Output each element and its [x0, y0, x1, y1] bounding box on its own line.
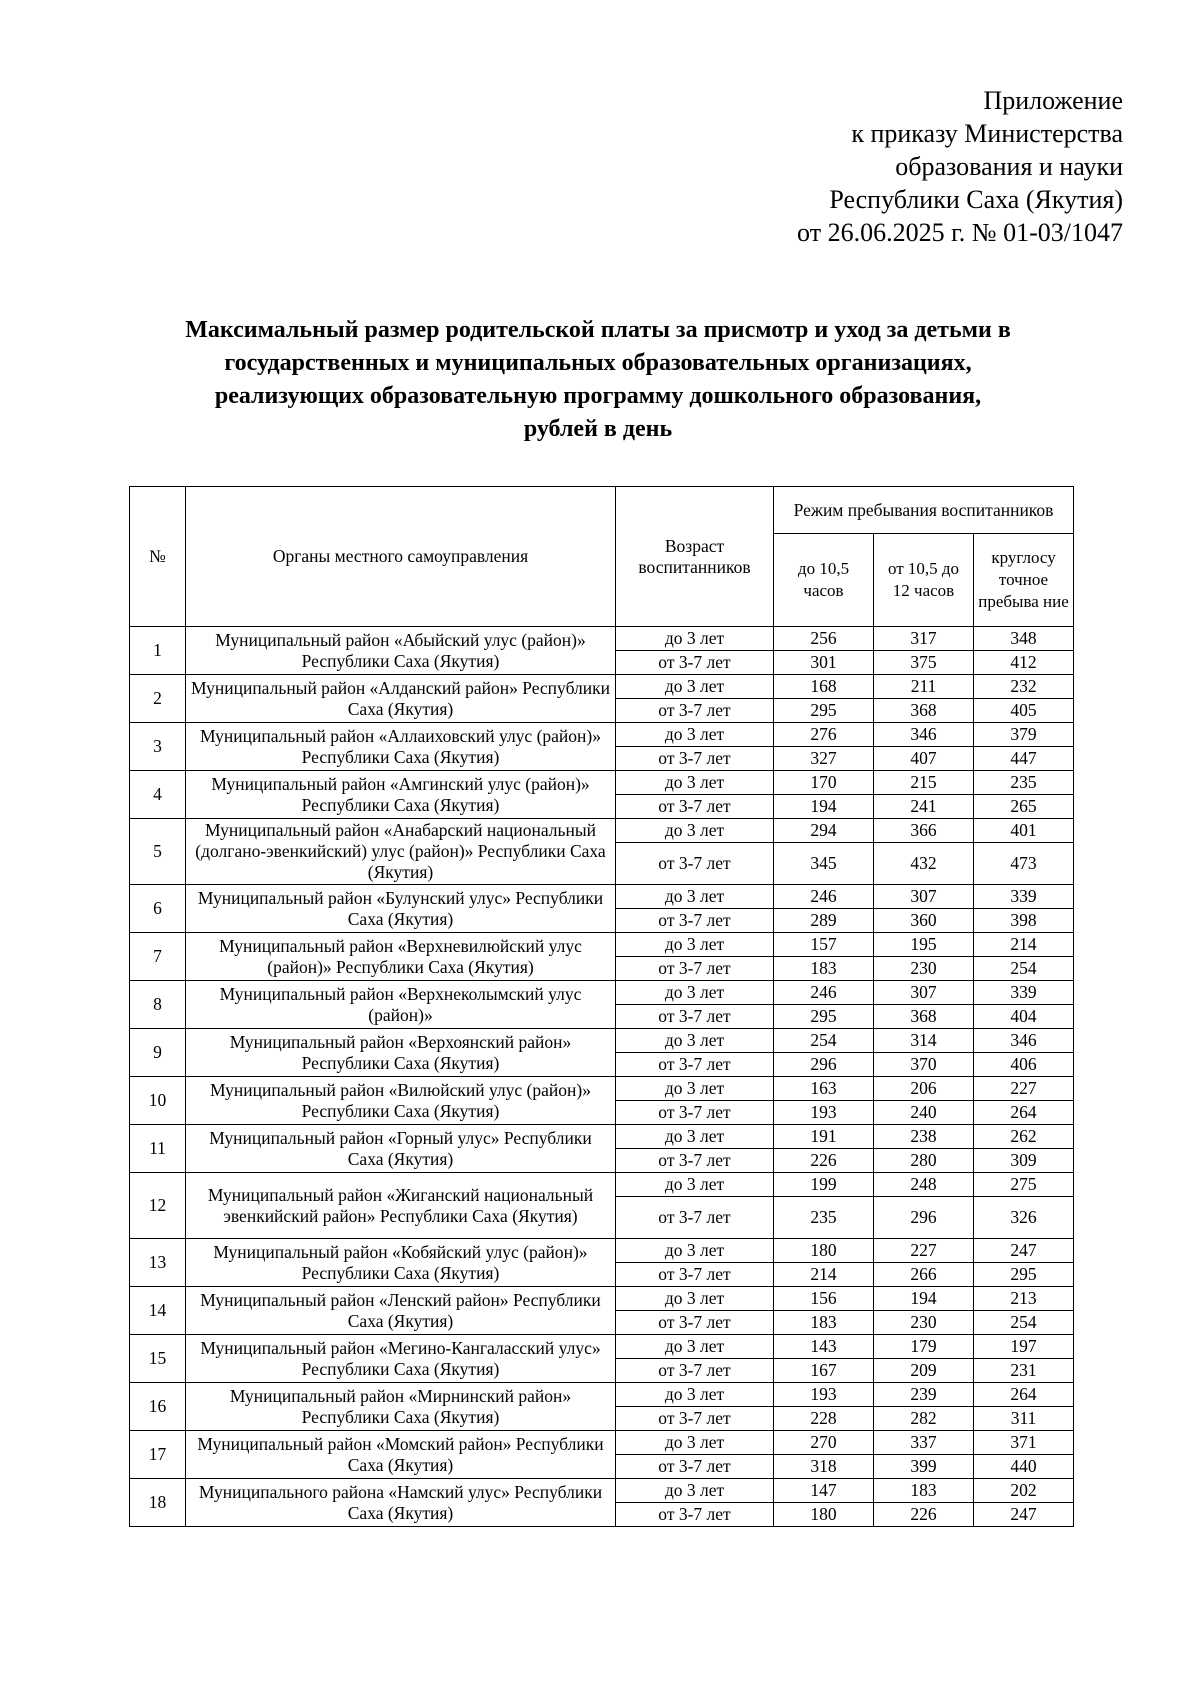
- row-age-cell: от 3-7 лет: [616, 1197, 774, 1239]
- title-line: реализующих образовательную программу дошкольного образования,: [214, 383, 982, 409]
- row-age-cell: от 3-7 лет: [616, 747, 774, 771]
- fee-cell-upto-10-5: 157: [774, 933, 874, 957]
- fee-cell-upto-10-5: 294: [774, 819, 874, 843]
- row-age-cell: от 3-7 лет: [616, 843, 774, 885]
- fee-cell-upto-10-5: 228: [774, 1407, 874, 1431]
- row-number-cell: 11: [130, 1125, 186, 1173]
- fee-cell-10-5-to-12: 206: [874, 1077, 974, 1101]
- appendix-block: [563, 84, 1123, 249]
- fee-cell-upto-10-5: 180: [774, 1239, 874, 1263]
- row-organ-cell: Муниципальный район «Вилюйский улус (район)» Республики Саха (Якутия): [186, 1077, 616, 1125]
- row-organ-cell: Муниципальный район «Жиганский национальный эвенкийский район» Республики Саха (Якутия): [186, 1173, 616, 1239]
- fee-cell-24h: 295: [974, 1263, 1074, 1287]
- fee-cell-10-5-to-12: 238: [874, 1125, 974, 1149]
- table-row: [130, 627, 1074, 651]
- fee-cell-10-5-to-12: 375: [874, 651, 974, 675]
- fee-cell-24h: 275: [974, 1173, 1074, 1197]
- row-age-cell: от 3-7 лет: [616, 1503, 774, 1527]
- fee-cell-24h: 311: [974, 1407, 1074, 1431]
- fee-cell-24h: 404: [974, 1005, 1074, 1029]
- row-age-cell: от 3-7 лет: [616, 1359, 774, 1383]
- row-age-cell: до 3 лет: [616, 1287, 774, 1311]
- header-mode-24h: круглосу точное пребыва ние: [974, 534, 1074, 627]
- row-age-cell: до 3 лет: [616, 885, 774, 909]
- row-number-cell: 8: [130, 981, 186, 1029]
- fees-table: [129, 486, 1074, 1527]
- table-row: [130, 771, 1074, 795]
- row-number-cell: 12: [130, 1173, 186, 1239]
- table-row: [130, 981, 1074, 1005]
- fee-cell-24h: 247: [974, 1503, 1074, 1527]
- fee-cell-10-5-to-12: 241: [874, 795, 974, 819]
- fee-cell-24h: 264: [974, 1383, 1074, 1407]
- table-row: [130, 723, 1074, 747]
- fee-cell-10-5-to-12: 346: [874, 723, 974, 747]
- row-number-cell: 9: [130, 1029, 186, 1077]
- fee-cell-upto-10-5: 193: [774, 1101, 874, 1125]
- row-organ-cell: Муниципальный район «Амгинский улус (район)» Республики Саха (Якутия): [186, 771, 616, 819]
- fee-cell-upto-10-5: 246: [774, 981, 874, 1005]
- fee-cell-10-5-to-12: 282: [874, 1407, 974, 1431]
- row-organ-cell: Муниципальный район «Абыйский улус (район)» Республики Саха (Якутия): [186, 627, 616, 675]
- row-age-cell: от 3-7 лет: [616, 1053, 774, 1077]
- row-age-cell: до 3 лет: [616, 1239, 774, 1263]
- fee-cell-10-5-to-12: 307: [874, 885, 974, 909]
- fee-cell-10-5-to-12: 370: [874, 1053, 974, 1077]
- fee-cell-24h: 326: [974, 1197, 1074, 1239]
- fee-cell-upto-10-5: 183: [774, 1311, 874, 1335]
- row-age-cell: от 3-7 лет: [616, 651, 774, 675]
- appendix-line: Республики Саха (Якутия): [829, 185, 1123, 214]
- table-row: [130, 1125, 1074, 1149]
- fee-cell-24h: 231: [974, 1359, 1074, 1383]
- row-organ-cell: Муниципальный район «Мирнинский район» Республики Саха (Якутия): [186, 1383, 616, 1431]
- row-age-cell: до 3 лет: [616, 981, 774, 1005]
- fee-cell-10-5-to-12: 194: [874, 1287, 974, 1311]
- row-organ-cell: Муниципальный район «Верхневилюйский улус (район)» Республики Саха (Якутия): [186, 933, 616, 981]
- row-organ-cell: Муниципальный район «Верхоянский район» Республики Саха (Якутия): [186, 1029, 616, 1077]
- appendix-line: образования и науки: [895, 152, 1123, 181]
- row-number-cell: 3: [130, 723, 186, 771]
- fee-cell-24h: 379: [974, 723, 1074, 747]
- fee-cell-10-5-to-12: 360: [874, 909, 974, 933]
- row-age-cell: до 3 лет: [616, 1125, 774, 1149]
- row-number-cell: 14: [130, 1287, 186, 1335]
- fee-cell-10-5-to-12: 399: [874, 1455, 974, 1479]
- fee-cell-10-5-to-12: 248: [874, 1173, 974, 1197]
- fee-cell-upto-10-5: 289: [774, 909, 874, 933]
- table-row: [130, 1383, 1074, 1407]
- row-organ-cell: Муниципальный район «Момский район» Республики Саха (Якутия): [186, 1431, 616, 1479]
- appendix-line: к приказу Министерства: [851, 119, 1123, 148]
- row-number-cell: 5: [130, 819, 186, 885]
- fee-cell-24h: 309: [974, 1149, 1074, 1173]
- row-age-cell: от 3-7 лет: [616, 699, 774, 723]
- header-mode-10-5-to-12: от 10,5 до 12 часов: [874, 534, 974, 627]
- row-age-cell: от 3-7 лет: [616, 1455, 774, 1479]
- fee-cell-upto-10-5: 191: [774, 1125, 874, 1149]
- fee-cell-10-5-to-12: 227: [874, 1239, 974, 1263]
- fee-cell-upto-10-5: 214: [774, 1263, 874, 1287]
- row-number-cell: 2: [130, 675, 186, 723]
- fee-cell-10-5-to-12: 296: [874, 1197, 974, 1239]
- row-age-cell: до 3 лет: [616, 933, 774, 957]
- fee-cell-10-5-to-12: 280: [874, 1149, 974, 1173]
- fee-cell-upto-10-5: 156: [774, 1287, 874, 1311]
- fee-cell-24h: 227: [974, 1077, 1074, 1101]
- row-age-cell: до 3 лет: [616, 675, 774, 699]
- fee-cell-10-5-to-12: 239: [874, 1383, 974, 1407]
- fee-cell-upto-10-5: 168: [774, 675, 874, 699]
- row-age-cell: от 3-7 лет: [616, 957, 774, 981]
- row-age-cell: от 3-7 лет: [616, 1407, 774, 1431]
- table-row: [130, 819, 1074, 843]
- fee-cell-upto-10-5: 226: [774, 1149, 874, 1173]
- table-row: [130, 1287, 1074, 1311]
- fee-cell-10-5-to-12: 266: [874, 1263, 974, 1287]
- fee-cell-24h: 346: [974, 1029, 1074, 1053]
- fee-cell-24h: 213: [974, 1287, 1074, 1311]
- row-organ-cell: Муниципальный район «Мегино-Кангаласский улус» Республики Саха (Якутия): [186, 1335, 616, 1383]
- header-organ: Органы местного самоуправления: [186, 487, 616, 627]
- fee-cell-24h: 440: [974, 1455, 1074, 1479]
- row-organ-cell: Муниципальный район «Кобяйский улус (район)» Республики Саха (Якутия): [186, 1239, 616, 1287]
- fee-cell-upto-10-5: 193: [774, 1383, 874, 1407]
- row-age-cell: до 3 лет: [616, 1077, 774, 1101]
- table-row: [130, 1335, 1074, 1359]
- fee-cell-10-5-to-12: 307: [874, 981, 974, 1005]
- fee-cell-upto-10-5: 143: [774, 1335, 874, 1359]
- fee-cell-upto-10-5: 295: [774, 699, 874, 723]
- row-age-cell: до 3 лет: [616, 1173, 774, 1197]
- row-age-cell: от 3-7 лет: [616, 1149, 774, 1173]
- row-age-cell: до 3 лет: [616, 1479, 774, 1503]
- fee-cell-upto-10-5: 276: [774, 723, 874, 747]
- fee-cell-upto-10-5: 246: [774, 885, 874, 909]
- appendix-line: Приложение: [983, 86, 1123, 115]
- fee-cell-upto-10-5: 296: [774, 1053, 874, 1077]
- row-age-cell: до 3 лет: [616, 627, 774, 651]
- row-age-cell: до 3 лет: [616, 723, 774, 747]
- row-age-cell: от 3-7 лет: [616, 909, 774, 933]
- fee-cell-upto-10-5: 301: [774, 651, 874, 675]
- row-number-cell: 7: [130, 933, 186, 981]
- header-age: Возраст воспитанников: [616, 487, 774, 627]
- fee-cell-24h: 235: [974, 771, 1074, 795]
- table-row: [130, 1479, 1074, 1503]
- fee-cell-10-5-to-12: 366: [874, 819, 974, 843]
- row-organ-cell: Муниципальный район «Анабарский национальный (долгано-эвенкийский) улус (район)» Республики Саха (Якутия): [186, 819, 616, 885]
- fee-cell-24h: 398: [974, 909, 1074, 933]
- fee-cell-24h: 412: [974, 651, 1074, 675]
- fee-cell-upto-10-5: 254: [774, 1029, 874, 1053]
- row-number-cell: 1: [130, 627, 186, 675]
- row-number-cell: 17: [130, 1431, 186, 1479]
- fee-cell-10-5-to-12: 368: [874, 699, 974, 723]
- row-age-cell: от 3-7 лет: [616, 1005, 774, 1029]
- fee-cell-10-5-to-12: 211: [874, 675, 974, 699]
- fee-cell-24h: 339: [974, 981, 1074, 1005]
- fee-cell-10-5-to-12: 240: [874, 1101, 974, 1125]
- fee-cell-24h: 371: [974, 1431, 1074, 1455]
- fee-cell-upto-10-5: 147: [774, 1479, 874, 1503]
- fee-cell-upto-10-5: 345: [774, 843, 874, 885]
- fee-cell-10-5-to-12: 209: [874, 1359, 974, 1383]
- table-body: [130, 627, 1074, 1527]
- row-number-cell: 15: [130, 1335, 186, 1383]
- fee-cell-10-5-to-12: 230: [874, 1311, 974, 1335]
- row-age-cell: до 3 лет: [616, 771, 774, 795]
- row-age-cell: от 3-7 лет: [616, 795, 774, 819]
- fee-cell-10-5-to-12: 314: [874, 1029, 974, 1053]
- fee-cell-10-5-to-12: 226: [874, 1503, 974, 1527]
- table-row: [130, 1431, 1074, 1455]
- fee-cell-24h: 232: [974, 675, 1074, 699]
- title-line: рублей в день: [523, 416, 673, 442]
- fee-cell-24h: 401: [974, 819, 1074, 843]
- fee-cell-upto-10-5: 194: [774, 795, 874, 819]
- fee-cell-24h: 214: [974, 933, 1074, 957]
- fee-cell-10-5-to-12: 215: [874, 771, 974, 795]
- header-mode-upto-10-5: до 10,5 часов: [774, 534, 874, 627]
- row-organ-cell: Муниципальный район «Верхнеколымский улус (район)»: [186, 981, 616, 1029]
- fee-cell-24h: 262: [974, 1125, 1074, 1149]
- row-age-cell: до 3 лет: [616, 1335, 774, 1359]
- fee-cell-24h: 473: [974, 843, 1074, 885]
- header-number: №: [130, 487, 186, 627]
- table-row: [130, 1239, 1074, 1263]
- row-number-cell: 13: [130, 1239, 186, 1287]
- fee-cell-24h: 202: [974, 1479, 1074, 1503]
- row-organ-cell: Муниципального района «Намский улус» Республики Саха (Якутия): [186, 1479, 616, 1527]
- fee-cell-24h: 405: [974, 699, 1074, 723]
- document-title: [118, 314, 1078, 446]
- fee-cell-24h: 264: [974, 1101, 1074, 1125]
- fee-cell-10-5-to-12: 432: [874, 843, 974, 885]
- table-row: [130, 1029, 1074, 1053]
- appendix-line: от 26.06.2025 г. № 01-03/1047: [797, 218, 1123, 247]
- fee-cell-upto-10-5: 235: [774, 1197, 874, 1239]
- row-number-cell: 4: [130, 771, 186, 819]
- fee-cell-10-5-to-12: 179: [874, 1335, 974, 1359]
- row-number-cell: 10: [130, 1077, 186, 1125]
- fee-cell-10-5-to-12: 230: [874, 957, 974, 981]
- row-organ-cell: Муниципальный район «Алданский район» Республики Саха (Якутия): [186, 675, 616, 723]
- row-number-cell: 16: [130, 1383, 186, 1431]
- fee-cell-10-5-to-12: 183: [874, 1479, 974, 1503]
- table-row: [130, 1077, 1074, 1101]
- fee-cell-24h: 247: [974, 1239, 1074, 1263]
- fee-cell-24h: 406: [974, 1053, 1074, 1077]
- fee-cell-24h: 339: [974, 885, 1074, 909]
- title-line: государственных и муниципальных образовательных организациях,: [224, 350, 972, 376]
- row-organ-cell: Муниципальный район «Горный улус» Республики Саха (Якутия): [186, 1125, 616, 1173]
- row-age-cell: от 3-7 лет: [616, 1311, 774, 1335]
- fee-cell-upto-10-5: 180: [774, 1503, 874, 1527]
- fee-cell-upto-10-5: 318: [774, 1455, 874, 1479]
- row-age-cell: до 3 лет: [616, 819, 774, 843]
- fee-cell-10-5-to-12: 368: [874, 1005, 974, 1029]
- row-age-cell: до 3 лет: [616, 1383, 774, 1407]
- fee-cell-upto-10-5: 167: [774, 1359, 874, 1383]
- fee-cell-upto-10-5: 163: [774, 1077, 874, 1101]
- row-organ-cell: Муниципальный район «Ленский район» Республики Саха (Якутия): [186, 1287, 616, 1335]
- row-age-cell: до 3 лет: [616, 1029, 774, 1053]
- fee-cell-upto-10-5: 270: [774, 1431, 874, 1455]
- row-age-cell: до 3 лет: [616, 1431, 774, 1455]
- fee-cell-24h: 447: [974, 747, 1074, 771]
- fee-cell-10-5-to-12: 337: [874, 1431, 974, 1455]
- header-mode: Режим пребывания воспитанников: [774, 487, 1074, 534]
- row-organ-cell: Муниципальный район «Булунский улус» Республики Саха (Якутия): [186, 885, 616, 933]
- fee-cell-10-5-to-12: 195: [874, 933, 974, 957]
- fee-cell-24h: 265: [974, 795, 1074, 819]
- fee-cell-upto-10-5: 183: [774, 957, 874, 981]
- table-row: [130, 1173, 1074, 1197]
- fee-cell-10-5-to-12: 407: [874, 747, 974, 771]
- fee-cell-24h: 254: [974, 1311, 1074, 1335]
- fee-cell-upto-10-5: 170: [774, 771, 874, 795]
- row-age-cell: от 3-7 лет: [616, 1101, 774, 1125]
- fee-cell-10-5-to-12: 317: [874, 627, 974, 651]
- row-age-cell: от 3-7 лет: [616, 1263, 774, 1287]
- fee-cell-upto-10-5: 256: [774, 627, 874, 651]
- table-row: [130, 933, 1074, 957]
- fee-cell-upto-10-5: 199: [774, 1173, 874, 1197]
- table-row: [130, 885, 1074, 909]
- fee-cell-24h: 197: [974, 1335, 1074, 1359]
- fee-cell-upto-10-5: 327: [774, 747, 874, 771]
- row-number-cell: 18: [130, 1479, 186, 1527]
- fee-cell-24h: 348: [974, 627, 1074, 651]
- title-line: Максимальный размер родительской платы за присмотр и уход за детьми в: [185, 317, 1011, 343]
- row-number-cell: 6: [130, 885, 186, 933]
- fee-cell-24h: 254: [974, 957, 1074, 981]
- table-row: [130, 675, 1074, 699]
- fee-cell-upto-10-5: 295: [774, 1005, 874, 1029]
- row-organ-cell: Муниципальный район «Аллаиховский улус (район)» Республики Саха (Якутия): [186, 723, 616, 771]
